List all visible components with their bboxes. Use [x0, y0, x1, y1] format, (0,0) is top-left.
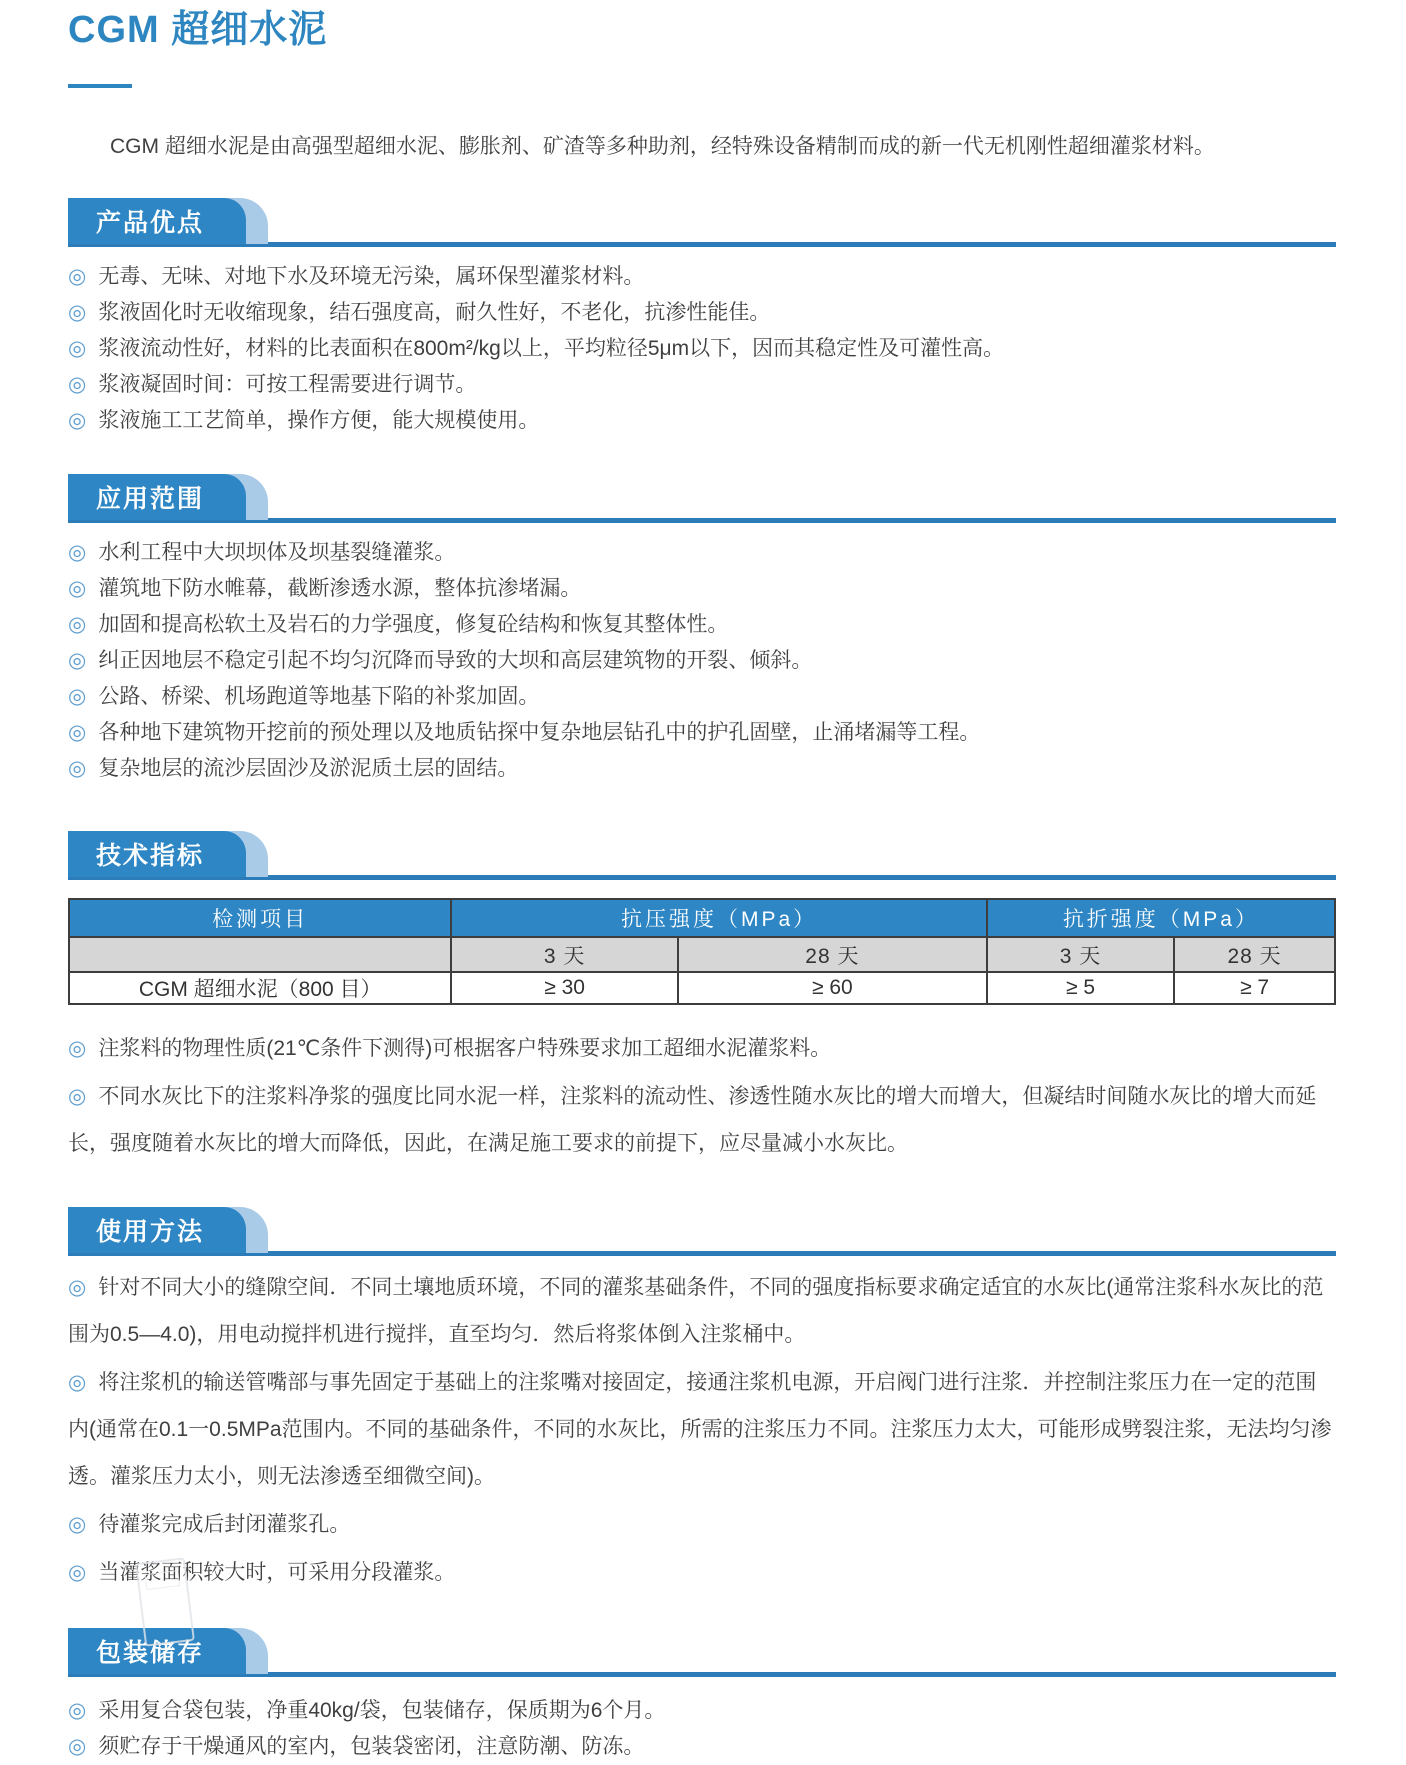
double-circle-bullet-icon: ◎ — [68, 1085, 87, 1108]
double-circle-bullet-icon: ◎ — [68, 301, 87, 324]
double-circle-bullet-icon: ◎ — [68, 757, 87, 780]
double-circle-bullet-icon: ◎ — [68, 1513, 87, 1536]
list-item-text: 灌筑地下防水帷幕，截断渗透水源，整体抗渗堵漏。 — [98, 577, 582, 600]
section-title-applications: 应用范围 — [96, 485, 205, 513]
list-item — [68, 336, 1336, 362]
list-item — [68, 576, 1336, 602]
double-circle-bullet-icon: ◎ — [68, 1699, 87, 1722]
double-circle-bullet-icon: ◎ — [68, 1371, 87, 1394]
list-item-text: 浆液施工工艺简单，操作方便，能大规模使用。 — [98, 409, 540, 432]
applications-list — [68, 540, 1336, 782]
list-item-text: 采用复合袋包装，净重40kg/袋，包装储存，保质期为6个月。 — [98, 1699, 666, 1722]
section-header-advantages — [68, 196, 1336, 247]
list-item — [68, 540, 1336, 566]
list-item-text: 纠正因地层不稳定引起不均匀沉降而导致的大坝和高层建筑物的开裂、倾斜。 — [98, 649, 813, 672]
section-tab-specs — [68, 831, 246, 877]
table-subheader-day: 3 天 — [451, 937, 678, 972]
double-circle-bullet-icon: ◎ — [68, 685, 87, 708]
list-item — [68, 1729, 1336, 1765]
list-item-text: 注浆料的物理性质(21℃条件下测得)可根据客户特殊要求加工超细水泥灌浆料。 — [98, 1037, 832, 1060]
list-item-text: 待灌浆完成后封闭灌浆孔。 — [98, 1513, 351, 1536]
section-header-applications — [68, 472, 1336, 523]
double-circle-bullet-icon: ◎ — [68, 373, 87, 396]
table-cell-value: ≥ 60 — [678, 972, 987, 1004]
list-item — [68, 372, 1336, 398]
title-underline — [68, 84, 132, 88]
advantages-list — [68, 264, 1336, 434]
page-title: CGM 超细水泥 — [68, 9, 328, 51]
list-item-text: 无毒、无味、对地下水及环境无污染，属环保型灌浆材料。 — [98, 265, 645, 288]
list-item-text: 针对不同大小的缝隙空间．不同土壤地质环境，不同的灌浆基础条件，不同的强度指标要求确定适宜的水灰比(通常注浆科水灰比的范围为0.5—4.0)，用电动搅拌机进行搅拌，直至均匀．然后将浆体倒入注浆桶中。 — [68, 1276, 1324, 1346]
double-circle-bullet-icon: ◎ — [68, 265, 87, 288]
list-item — [68, 1693, 1336, 1729]
table-cell-value: ≥ 5 — [987, 972, 1174, 1004]
section-tab-advantages — [68, 198, 246, 244]
double-circle-bullet-icon: ◎ — [68, 1276, 87, 1299]
list-item — [68, 264, 1336, 290]
usage-list — [68, 1264, 1336, 1596]
list-item-text: 浆液固化时无收缩现象，结石强度高，耐久性好，不老化，抗渗性能佳。 — [98, 301, 771, 324]
table-row — [69, 972, 1335, 1004]
list-item — [68, 720, 1336, 746]
table-cell-value: ≥ 7 — [1174, 972, 1335, 1004]
packaging-list — [68, 1693, 1336, 1765]
section-header-specs — [68, 829, 1336, 880]
list-item-text: 各种地下建筑物开挖前的预处理以及地质钻探中复杂地层钻孔中的护孔固壁，止涌堵漏等工程。 — [98, 721, 981, 744]
list-item-text: 浆液凝固时间：可按工程需要进行调节。 — [98, 373, 477, 396]
list-item — [68, 756, 1336, 782]
double-circle-bullet-icon: ◎ — [68, 337, 87, 360]
double-circle-bullet-icon: ◎ — [68, 649, 87, 672]
table-subheader-row — [69, 937, 1335, 972]
list-item — [68, 1359, 1336, 1500]
list-item — [68, 408, 1336, 434]
list-item-text: 浆液流动性好，材料的比表面积在800m²/kg以上，平均粒径5μm以下，因而其稳定性及可灌性高。 — [98, 337, 1005, 360]
list-item — [68, 1025, 1336, 1072]
double-circle-bullet-icon: ◎ — [68, 1037, 87, 1060]
list-item — [68, 1264, 1336, 1358]
section-tab-usage — [68, 1207, 246, 1253]
specs-table — [68, 898, 1336, 1005]
list-item — [68, 648, 1336, 674]
table-subheader-empty — [69, 937, 451, 972]
section-header-packaging — [68, 1626, 1336, 1677]
table-subheader-day: 28 天 — [1174, 937, 1335, 972]
list-item — [68, 1073, 1336, 1167]
table-header-compressive: 抗压强度（MPa） — [451, 899, 987, 937]
table-header-row — [69, 899, 1335, 937]
list-item-text: 复杂地层的流沙层固沙及淤泥质土层的固结。 — [98, 757, 519, 780]
page — [0, 4, 1406, 1765]
section-title-usage: 使用方法 — [96, 1218, 205, 1246]
list-item-text: 当灌浆面积较大时，可采用分段灌浆。 — [98, 1561, 456, 1584]
list-item-text: 加固和提高松软土及岩石的力学强度，修复砼结构和恢复其整体性。 — [98, 613, 729, 636]
section-title-packaging: 包装储存 — [96, 1639, 205, 1667]
intro-paragraph: CGM 超细水泥是由高强型超细水泥、膨胀剂、矿渣等多种助剂，经特殊设备精制而成的新一代无机刚性超细灌浆材料。 — [110, 135, 1215, 158]
double-circle-bullet-icon: ◎ — [68, 577, 87, 600]
list-item-text: 公路、桥梁、机场跑道等地基下陷的补浆加固。 — [98, 685, 540, 708]
list-item — [68, 300, 1336, 326]
section-title-specs: 技术指标 — [96, 842, 205, 870]
table-subheader-day: 3 天 — [987, 937, 1174, 972]
double-circle-bullet-icon: ◎ — [68, 409, 87, 432]
table-header-project: 检测项目 — [69, 899, 451, 937]
table-header-flexural: 抗折强度（MPa） — [987, 899, 1335, 937]
double-circle-bullet-icon: ◎ — [68, 1735, 87, 1758]
specs-notes-list — [68, 1025, 1336, 1167]
list-item — [68, 612, 1336, 638]
table-subheader-day: 28 天 — [678, 937, 987, 972]
list-item — [68, 1501, 1336, 1548]
section-tab-applications — [68, 474, 246, 520]
section-title-advantages: 产品优点 — [96, 209, 205, 237]
list-item — [68, 684, 1336, 710]
cement-bag-watermark-image — [135, 1557, 195, 1646]
section-header-usage — [68, 1205, 1336, 1256]
double-circle-bullet-icon: ◎ — [68, 613, 87, 636]
list-item-text: 将注浆机的输送管嘴部与事先固定于基础上的注浆嘴对接固定，接通注浆机电源，开启阀门进行注浆．并控制注浆压力在一定的范围内(通常在0.1一0.5MPa范围内。不同的基础条件，不同的水灰比，所需的注浆压力不同。注浆压力太大，可能形成劈裂注浆，无法均匀渗透。灌浆压力太小，则无法渗透至细微空间)。 — [68, 1371, 1332, 1488]
list-item-text: 不同水灰比下的注浆料净浆的强度比同水泥一样，注浆料的流动性、渗透性随水灰比的增大而增大，但凝结时间随水灰比的增大而延长，强度随着水灰比的增大而降低，因此，在满足施工要求的前提下，应尽量减小水灰比。 — [68, 1085, 1317, 1155]
double-circle-bullet-icon: ◎ — [68, 1561, 87, 1584]
double-circle-bullet-icon: ◎ — [68, 721, 87, 744]
table-cell-product-name: CGM 超细水泥（800 目） — [69, 972, 451, 1004]
list-item — [68, 1549, 1336, 1596]
table-cell-value: ≥ 30 — [451, 972, 678, 1004]
list-item-text: 须贮存于干燥通风的室内，包装袋密闭，注意防潮、防冻。 — [98, 1735, 645, 1758]
double-circle-bullet-icon: ◎ — [68, 541, 87, 564]
list-item-text: 水利工程中大坝坝体及坝基裂缝灌浆。 — [98, 541, 456, 564]
